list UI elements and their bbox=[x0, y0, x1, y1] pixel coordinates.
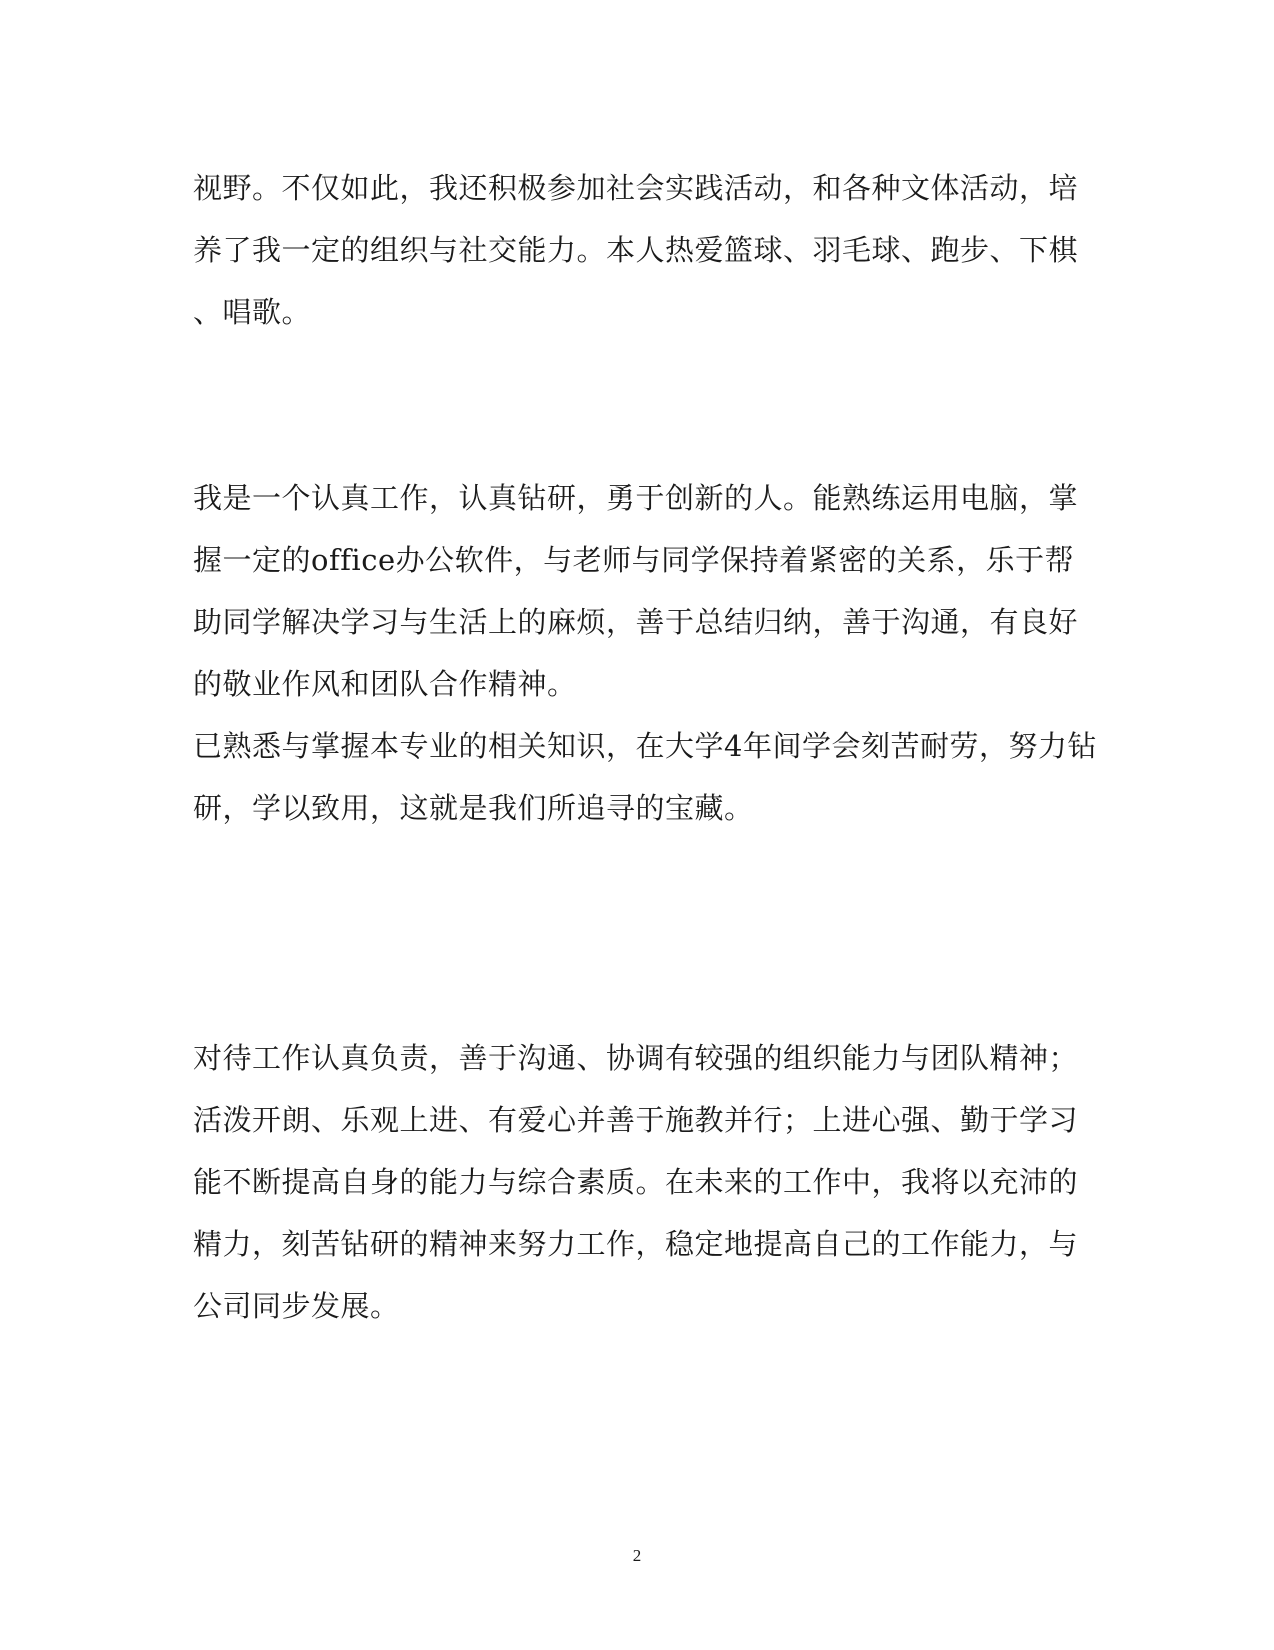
text-line: 活泼开朗、乐观上进、有爱心并善于施教并行；上进心强、勤于学习 bbox=[193, 1103, 1079, 1137]
text-line: 握一定的office办公软件，与老师与同学保持着紧密的关系，乐于帮 bbox=[193, 543, 1075, 577]
text-line: 公司同步发展。 bbox=[193, 1289, 400, 1323]
text-line: 已熟悉与掌握本专业的相关知识，在大学4年间学会刻苦耐劳，努力钻 bbox=[193, 729, 1097, 763]
page-number: 2 bbox=[632, 1546, 642, 1565]
text-line: 研，学以致用，这就是我们所追寻的宝藏。 bbox=[193, 791, 754, 825]
text-line: 视野。不仅如此，我还积极参加社会实践活动，和各种文体活动，培 bbox=[193, 171, 1079, 205]
text-line: 养了我一定的组织与社交能力。本人热爱篮球、羽毛球、跑步、下棋 bbox=[193, 233, 1079, 267]
text-line: 、唱歌。 bbox=[193, 295, 312, 329]
text-line: 能不断提高自身的能力与综合素质。在未来的工作中，我将以充沛的 bbox=[193, 1165, 1079, 1199]
text-line: 的敬业作风和团队合作精神。 bbox=[193, 667, 577, 701]
text-line: 我是一个认真工作，认真钻研，勇于创新的人。能熟练运用电脑，掌 bbox=[193, 481, 1079, 515]
text-line: 精力，刻苦钻研的精神来努力工作，稳定地提高自己的工作能力，与 bbox=[193, 1227, 1079, 1261]
text-line: 对待工作认真负责，善于沟通、协调有较强的组织能力与团队精神； bbox=[193, 1041, 1079, 1075]
text-line: 助同学解决学习与生活上的麻烦，善于总结归纳，善于沟通，有良好 bbox=[193, 605, 1079, 639]
